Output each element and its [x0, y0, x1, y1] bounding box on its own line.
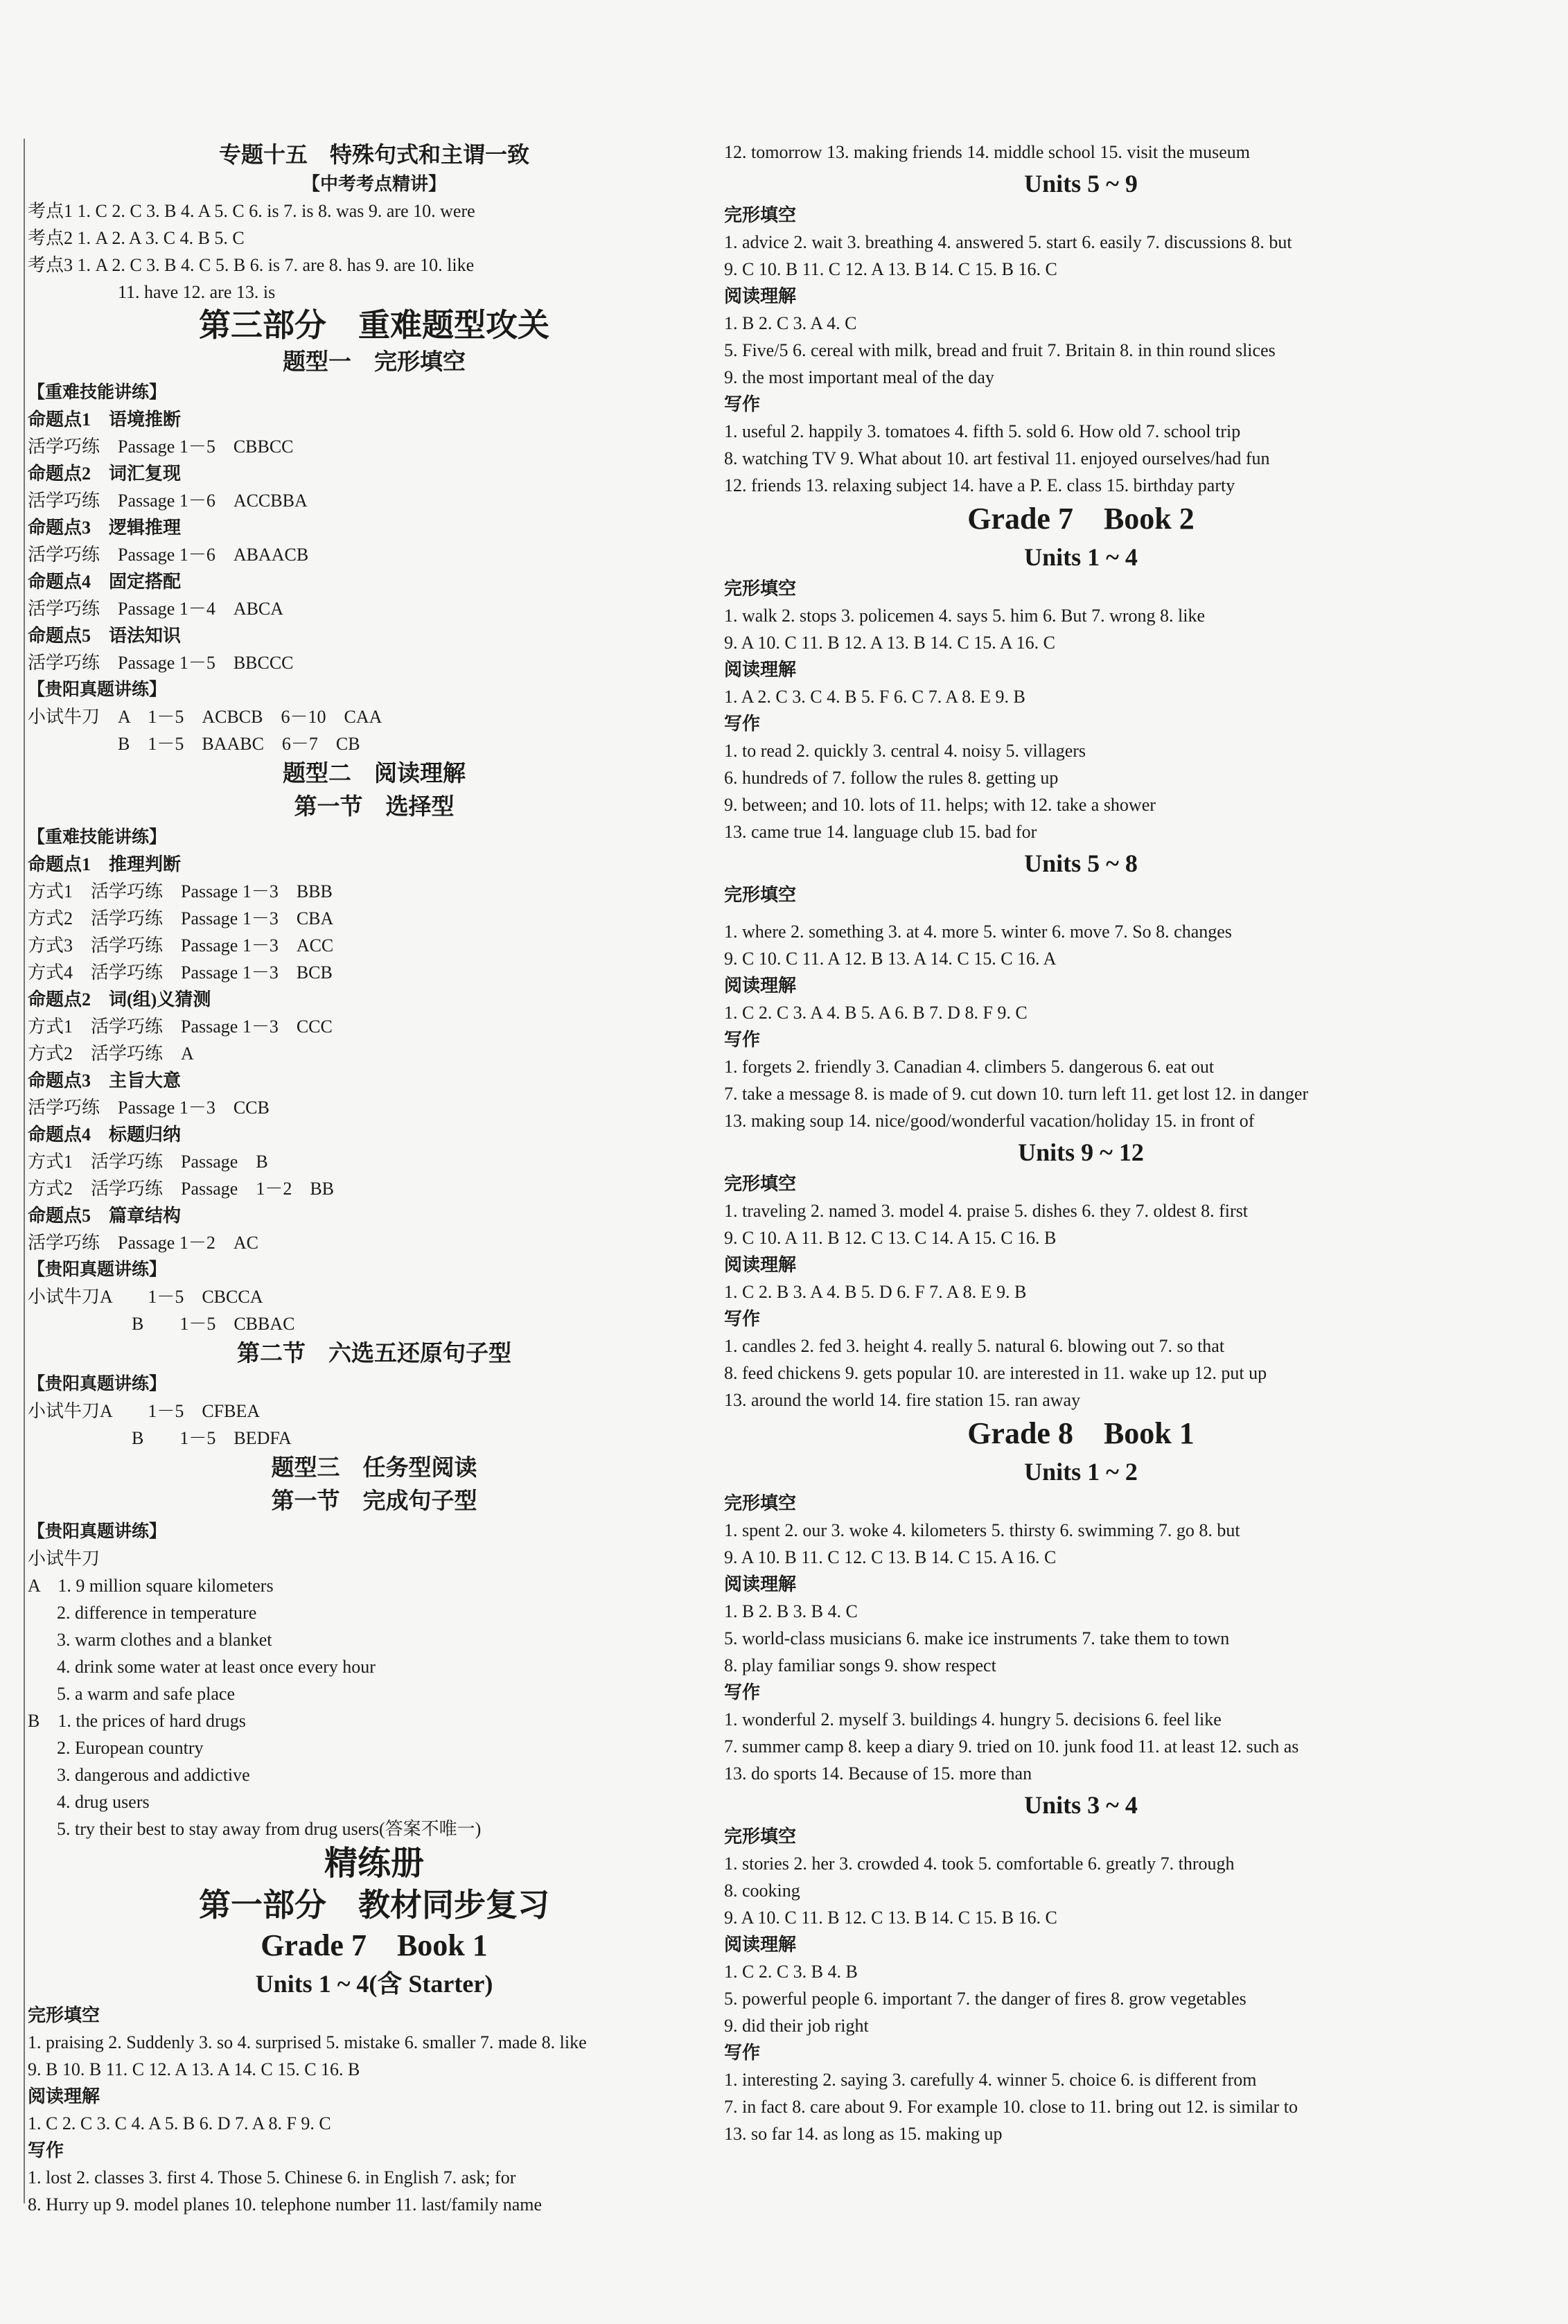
answer-line: 3. warm clothes and a blanket — [57, 1630, 272, 1650]
answer-line: 考点3 1. A 2. C 3. B 4. C 5. B 6. is 7. are 8. has 9. are 10. like — [28, 255, 475, 275]
answer-line: 8. cooking — [724, 1881, 800, 1901]
answer-line: 1. forgets 2. friendly 3. Canadian 4. climbers 5. dangerous 6. eat out — [724, 1057, 1215, 1077]
subsection-label: 阅读理解 — [724, 1255, 797, 1275]
subsection-label: 阅读理解 — [724, 1935, 797, 1955]
grade-heading: Grade 7 Book 1 — [261, 1928, 488, 1962]
subsection-label: 写作 — [724, 394, 761, 414]
subsection-label: 命题点3 主旨大意 — [28, 1071, 182, 1091]
part-heading: 第一部分 教材同步复习 — [199, 1887, 549, 1923]
answer-line: 7. take a message 8. is made of 9. cut down 10. turn left 11. get lost 12. in danger — [724, 1084, 1309, 1104]
answer-line: 5. a warm and safe place — [57, 1684, 235, 1704]
bracket-tag: 【贵阳真题讲练】 — [28, 1375, 167, 1393]
answer-line: 1. candles 2. fed 3. height 4. really 5. natural 6. blowing out 7. so that — [724, 1336, 1225, 1356]
answer-line: 5. powerful people 6. important 7. the danger of fires 8. grow vegetables — [724, 1989, 1247, 2009]
answer-line: 方式1 活学巧练 Passage B — [28, 1152, 268, 1172]
answer-line: 9. A 10. C 11. B 12. C 13. B 14. C 15. B 16. C — [724, 1908, 1057, 1928]
answer-line: 1. traveling 2. named 3. model 4. praise 5. dishes 6. they 7. oldest 8. first — [724, 1201, 1249, 1221]
answer-line: 1. wonderful 2. myself 3. buildings 4. hungry 5. decisions 6. feel like — [724, 1709, 1222, 1729]
left-column — [24, 139, 721, 2215]
answer-line: A 1. 9 million square kilometers — [28, 1576, 274, 1596]
section-heading: 题型二 阅读理解 — [283, 762, 466, 786]
section-heading: 第一节 选择型 — [294, 795, 455, 820]
subsection-label: 阅读理解 — [724, 976, 797, 996]
right-column — [724, 139, 1438, 2147]
answer-line: 1. B 2. B 3. B 4. C — [724, 1601, 858, 1621]
answer-line: 8. feed chickens 9. gets popular 10. are interested in 11. wake up 12. put up — [724, 1363, 1267, 1383]
answer-line: 2. difference in temperature — [57, 1603, 257, 1623]
subsection-label: 完形填空 — [724, 579, 797, 599]
answer-line: B 1－5 BAABC 6－7 CB — [118, 734, 360, 754]
section-heading: 第一节 完成句子型 — [271, 1489, 477, 1514]
subsection-label: 写作 — [724, 1682, 761, 1702]
units-heading: Units 1 ~ 4 — [1024, 543, 1138, 571]
part-heading: 第三部分 重难题型攻关 — [199, 308, 549, 343]
subsection-label: 阅读理解 — [724, 1574, 797, 1594]
answer-line: 1. interesting 2. saying 3. carefully 4. winner 5. choice 6. is different from — [724, 2070, 1257, 2090]
answer-line: 13. came true 14. language club 15. bad for — [724, 822, 1037, 842]
answer-line: 1. lost 2. classes 3. first 4. Those 5. Chinese 6. in English 7. ask; for — [28, 2167, 516, 2187]
answer-line: 1. A 2. C 3. C 4. B 5. F 6. C 7. A 8. E 9. B — [724, 687, 1025, 707]
answer-line: 9. A 10. B 11. C 12. C 13. B 14. C 15. A 16. C — [724, 1547, 1057, 1567]
answer-line: 方式4 活学巧练 Passage 1－3 BCB — [28, 962, 333, 983]
subsection-label: 命题点5 篇章结构 — [28, 1206, 182, 1226]
answer-line: 活学巧练 Passage 1－3 CCB — [28, 1098, 270, 1118]
grade-heading: Grade 7 Book 2 — [967, 502, 1195, 536]
answer-line: 5. try their best to stay away from drug users(答案不唯一) — [57, 1819, 482, 1839]
subsection-label: 完形填空 — [28, 2005, 100, 2025]
subsection-label: 完形填空 — [724, 885, 797, 905]
subsection-label: 命题点1 语境推断 — [28, 410, 182, 430]
subsection-label: 命题点5 语法知识 — [28, 626, 182, 646]
section-heading: 第二节 六选五还原句子型 — [237, 1341, 511, 1366]
answer-line: 方式3 活学巧练 Passage 1－3 ACC — [28, 935, 334, 956]
answer-line: 12. tomorrow 13. making friends 14. middle school 15. visit the museum — [724, 142, 1250, 162]
subsection-label: 命题点2 词(组)义猜测 — [28, 989, 211, 1010]
answer-line: 小试牛刀A 1－5 CFBEA — [28, 1401, 261, 1421]
answer-line: 1. advice 2. wait 3. breathing 4. answered 5. start 6. easily 7. discussions 8. but — [724, 232, 1292, 252]
answer-line: B 1－5 CBBAC — [132, 1314, 295, 1334]
answer-line: 13. so far 14. as long as 15. making up — [724, 2124, 1003, 2144]
subsection-label: 命题点1 推理判断 — [28, 854, 182, 874]
answer-line: 考点2 1. A 2. A 3. C 4. B 5. C — [28, 228, 245, 248]
answer-line: 1. walk 2. stops 3. policemen 4. says 5. him 6. But 7. wrong 8. like — [724, 606, 1206, 626]
answer-line: 活学巧练 Passage 1－5 BBCCC — [28, 653, 294, 673]
bracket-tag: 【贵阳真题讲练】 — [28, 1522, 167, 1541]
answer-line: 5. Five/5 6. cereal with milk, bread and fruit 7. Britain 8. in thin round slices — [724, 340, 1276, 360]
answer-line: 方式1 活学巧练 Passage 1－3 CCC — [28, 1016, 333, 1037]
subsection-label: 阅读理解 — [724, 286, 797, 306]
units-heading: Units 5 ~ 9 — [1024, 170, 1138, 197]
bracket-tag: 【贵阳真题讲练】 — [28, 1260, 167, 1279]
answer-line: 方式2 活学巧练 Passage 1－2 BB — [28, 1179, 335, 1199]
subsection-label: 完形填空 — [724, 1174, 797, 1194]
answer-line: 1. spent 2. our 3. woke 4. kilometers 5. thirsty 6. swimming 7. go 8. but — [724, 1520, 1240, 1540]
answer-line: 1. to read 2. quickly 3. central 4. noisy 5. villagers — [724, 741, 1086, 761]
answer-line: 9. B 10. B 11. C 12. A 13. A 14. C 15. C 16. B — [28, 2059, 360, 2079]
answer-line: 活学巧练 Passage 1－5 CBBCC — [28, 437, 294, 457]
spacer — [724, 908, 1438, 918]
answer-line: 13. making soup 14. nice/good/wonderful vacation/holiday 15. in front of — [724, 1111, 1255, 1131]
answer-line: 9. C 10. B 11. C 12. A 13. B 14. C 15. B 16. C — [724, 259, 1057, 279]
answer-line: 活学巧练 Passage 1－2 AC — [28, 1233, 258, 1253]
answer-line: 小试牛刀 — [28, 1549, 100, 1569]
topic-heading: 专题十五 特殊句式和主谓一致 — [218, 142, 529, 167]
answer-line: 1. C 2. B 3. A 4. B 5. D 6. F 7. A 8. E 9. B — [724, 1282, 1027, 1302]
answer-line: 方式1 活学巧练 Passage 1－3 BBB — [28, 881, 333, 901]
answer-line: 活学巧练 Passage 1－4 ABCA — [28, 599, 284, 619]
answer-line: B 1－5 BEDFA — [132, 1428, 292, 1448]
answer-line: 1. useful 2. happily 3. tomatoes 4. fifth 5. sold 6. How old 7. school trip — [724, 421, 1241, 441]
answer-line: 小试牛刀A 1－5 CBCCA — [28, 1287, 263, 1307]
answer-line: 8. Hurry up 9. model planes 10. telephone number 11. last/family name — [28, 2194, 543, 2215]
subsection-label: 完形填空 — [724, 205, 797, 225]
answer-line: 1. C 2. C 3. C 4. A 5. B 6. D 7. A 8. F 9. C — [28, 2113, 331, 2133]
subsection-label: 写作 — [724, 714, 761, 734]
answer-line: 7. in fact 8. care about 9. For example 10. close to 11. bring out 12. is similar to — [724, 2097, 1298, 2117]
subsection-label: 完形填空 — [724, 1826, 797, 1847]
answer-line: 6. hundreds of 7. follow the rules 8. getting up — [724, 768, 1059, 788]
answer-line: 9. did their job right — [724, 2016, 869, 2036]
answer-line: 9. C 10. C 11. A 12. B 13. A 14. C 15. C 16. A — [724, 949, 1057, 969]
subsection-label: 写作 — [724, 1030, 761, 1050]
answer-line: 4. drink some water at least once every hour — [57, 1657, 376, 1677]
book-heading: 精练册 — [324, 1845, 424, 1882]
subsection-label: 阅读理解 — [28, 2086, 100, 2106]
subsection-label: 命题点3 逻辑推理 — [28, 518, 182, 538]
subsection-label: 阅读理解 — [724, 660, 797, 680]
answer-line: 1. C 2. C 3. B 4. B — [724, 1962, 858, 1982]
answer-line: 小试牛刀 A 1－5 ACBCB 6－10 CAA — [28, 707, 382, 727]
answer-line: 8. watching TV 9. What about 10. art festival 11. enjoyed ourselves/had fun — [724, 448, 1270, 468]
answer-line: 9. C 10. A 11. B 12. C 13. C 14. A 15. C 16. B — [724, 1228, 1057, 1248]
subsection-label: 写作 — [28, 2140, 64, 2160]
subsection-label: 命题点4 固定搭配 — [28, 572, 182, 592]
units-heading: Units 5 ~ 8 — [1024, 850, 1138, 877]
answer-line: 考点1 1. C 2. C 3. B 4. A 5. C 6. is 7. is 8. was 9. are 10. were — [28, 201, 475, 221]
answer-line: 13. do sports 14. Because of 15. more than — [724, 1763, 1032, 1784]
answer-line: B 1. the prices of hard drugs — [28, 1711, 246, 1731]
section-heading: 题型一 完形填空 — [283, 350, 466, 375]
answer-line: 9. between; and 10. lots of 11. helps; with 12. take a shower — [724, 795, 1156, 815]
units-heading: Units 9 ~ 12 — [1018, 1138, 1144, 1166]
answer-line: 方式2 活学巧练 Passage 1－3 CBA — [28, 908, 334, 928]
answer-line: 12. friends 13. relaxing subject 14. have a P. E. class 15. birthday party — [724, 475, 1235, 495]
answer-line: 【中考考点精讲】 — [301, 174, 446, 194]
answer-line: 8. play familiar songs 9. show respect — [724, 1655, 996, 1675]
answer-line: 3. dangerous and addictive — [57, 1765, 250, 1785]
units-heading: Units 1 ~ 4(含 Starter) — [255, 1970, 493, 1998]
answer-line: 2. European country — [57, 1738, 204, 1758]
bracket-tag: 【贵阳真题讲练】 — [28, 680, 167, 699]
section-heading: 题型三 任务型阅读 — [271, 1456, 477, 1481]
answer-line: 1. praising 2. Suddenly 3. so 4. surprised 5. mistake 6. smaller 7. made 8. like — [28, 2032, 587, 2052]
answer-line: 活学巧练 Passage 1－6 ABAACB — [28, 545, 309, 565]
grade-heading: Grade 8 Book 1 — [967, 1416, 1195, 1450]
answer-line: 1. where 2. something 3. at 4. more 5. winter 6. move 7. So 8. changes — [724, 922, 1232, 942]
bracket-tag: 【重难技能讲练】 — [28, 383, 167, 402]
answer-line: 9. the most important meal of the day — [724, 367, 994, 387]
units-heading: Units 3 ~ 4 — [1024, 1791, 1138, 1819]
answer-line: 13. around the world 14. fire station 15. ran away — [724, 1390, 1081, 1410]
answer-line: 1. C 2. C 3. A 4. B 5. A 6. B 7. D 8. F 9. C — [724, 1003, 1028, 1023]
units-heading: Units 1 ~ 2 — [1024, 1458, 1138, 1486]
answer-line: 7. summer camp 8. keep a diary 9. tried on 10. junk food 11. at least 12. such as — [724, 1736, 1299, 1757]
answer-line: 11. have 12. are 13. is — [118, 282, 276, 302]
answer-line: 活学巧练 Passage 1－6 ACCBBA — [28, 491, 308, 511]
answer-line: 1. stories 2. her 3. crowded 4. took 5. comfortable 6. greatly 7. through — [724, 1854, 1235, 1874]
bracket-tag: 【重难技能讲练】 — [28, 828, 167, 847]
subsection-label: 命题点2 词汇复现 — [28, 464, 182, 484]
answer-line: 方式2 活学巧练 A — [28, 1044, 194, 1064]
subsection-label: 写作 — [724, 2043, 761, 2063]
subsection-label: 命题点4 标题归纳 — [28, 1125, 182, 1145]
answer-line: 4. drug users — [57, 1792, 150, 1812]
subsection-label: 完形填空 — [724, 1493, 797, 1513]
answer-line: 1. B 2. C 3. A 4. C — [724, 313, 857, 333]
subsection-label: 写作 — [724, 1309, 761, 1329]
answer-line: 5. world-class musicians 6. make ice instruments 7. take them to town — [724, 1628, 1230, 1648]
answer-line: 9. A 10. C 11. B 12. A 13. B 14. C 15. A 16. C — [724, 633, 1055, 653]
